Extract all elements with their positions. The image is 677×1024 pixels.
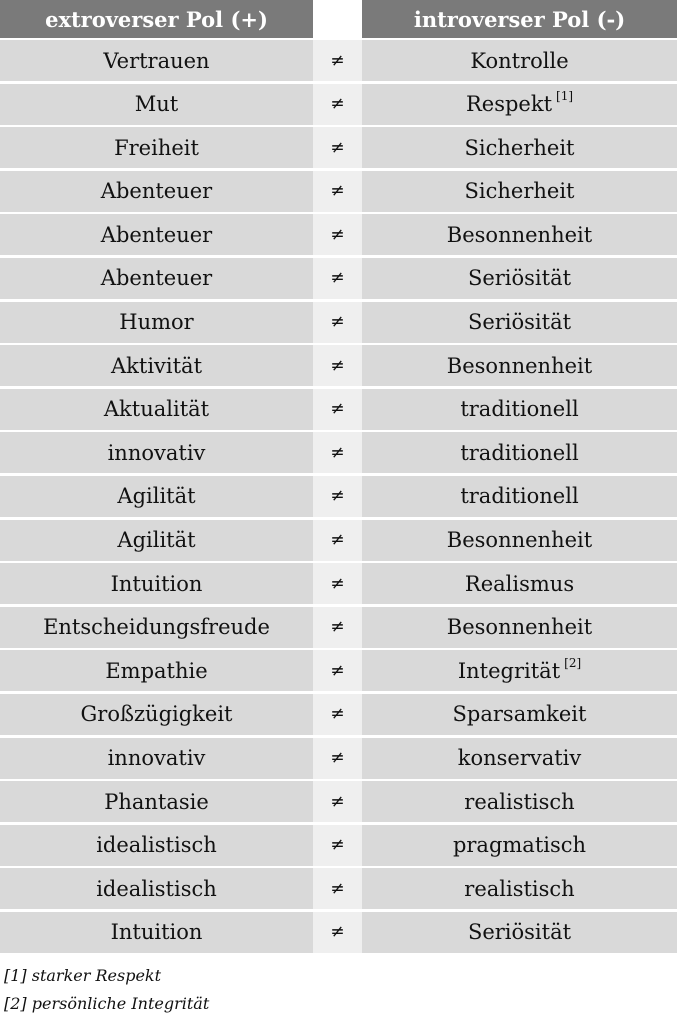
- table-body: [0, 40, 677, 955]
- table-header-row: [0, 0, 677, 40]
- extroverted-term: Abenteuer: [0, 258, 313, 299]
- table-row: [0, 476, 677, 520]
- extroverted-term: Freiheit: [0, 127, 313, 168]
- introverted-term-text: Seriösität: [467, 920, 572, 945]
- table-row: [0, 171, 677, 215]
- extroverted-term: Aktualität: [0, 389, 313, 430]
- table-row: [0, 389, 677, 433]
- not-equal-symbol: ≠: [313, 389, 362, 430]
- introverted-term: [362, 607, 677, 648]
- table-row: [0, 825, 677, 869]
- not-equal-symbol: ≠: [313, 258, 362, 299]
- table-row: [0, 912, 677, 956]
- introverted-term-text: Besonnenheit: [446, 353, 593, 378]
- not-equal-symbol: ≠: [313, 40, 362, 81]
- introverted-term: [362, 825, 677, 866]
- introverted-term: [362, 738, 677, 779]
- introverted-term: [362, 171, 677, 212]
- table-row: [0, 607, 677, 651]
- header-introverted-pole: introverser Pol (-): [362, 0, 677, 38]
- introverted-term-text: Besonnenheit: [446, 615, 593, 640]
- introverted-term: [362, 40, 677, 81]
- table-row: [0, 40, 677, 84]
- not-equal-symbol: ≠: [313, 825, 362, 866]
- introverted-term-text: Besonnenheit: [446, 528, 593, 553]
- table-row: [0, 520, 677, 564]
- extroverted-term: innovativ: [0, 432, 313, 473]
- introverted-term-text: Respekt: [465, 92, 553, 117]
- not-equal-symbol: ≠: [313, 84, 362, 125]
- introverted-term-text: traditionell: [460, 440, 579, 465]
- introverted-term: [362, 214, 677, 255]
- footnotes: [4, 962, 209, 1018]
- table-row: [0, 127, 677, 171]
- introverted-term: [362, 912, 677, 953]
- extroverted-term: Entscheidungsfreude: [0, 607, 313, 648]
- table-row: [0, 345, 677, 389]
- footnote-reference: [1]: [556, 89, 574, 104]
- introverted-term-text: Kontrolle: [470, 48, 569, 73]
- introverted-term-text: traditionell: [460, 397, 579, 422]
- introverted-term: [362, 258, 677, 299]
- not-equal-symbol: ≠: [313, 607, 362, 648]
- extroverted-term: Phantasie: [0, 781, 313, 822]
- introverted-term: [362, 389, 677, 430]
- extroverted-term: Aktivität: [0, 345, 313, 386]
- table-row: [0, 781, 677, 825]
- introverted-term: [362, 84, 677, 125]
- footnote-1: [1] starker Respekt: [4, 966, 162, 985]
- extroverted-term: Abenteuer: [0, 171, 313, 212]
- introverted-term: [362, 868, 677, 909]
- introverted-term: [362, 563, 677, 604]
- extroverted-term: Intuition: [0, 912, 313, 953]
- extroverted-term: Intuition: [0, 563, 313, 604]
- table-row: [0, 432, 677, 476]
- table-row: [0, 694, 677, 738]
- extroverted-term: Mut: [0, 84, 313, 125]
- extroverted-term: innovativ: [0, 738, 313, 779]
- table-row: [0, 868, 677, 912]
- introverted-term-text: Sicherheit: [464, 179, 575, 204]
- introverted-term: [362, 476, 677, 517]
- extroverted-term: Humor: [0, 302, 313, 343]
- introverted-term: [362, 694, 677, 735]
- not-equal-symbol: ≠: [313, 912, 362, 953]
- not-equal-symbol: ≠: [313, 650, 362, 691]
- extroverted-term: Agilität: [0, 520, 313, 561]
- extroverted-term: idealistisch: [0, 825, 313, 866]
- not-equal-symbol: ≠: [313, 302, 362, 343]
- extroverted-term: Agilität: [0, 476, 313, 517]
- introverted-term: [362, 302, 677, 343]
- introverted-term: [362, 345, 677, 386]
- not-equal-symbol: ≠: [313, 214, 362, 255]
- introverted-term: [362, 650, 677, 691]
- footnote-2: [2] persönliche Integrität: [4, 994, 210, 1013]
- introverted-term: [362, 781, 677, 822]
- introverted-term-text: Integrität: [457, 658, 561, 683]
- introverted-term-text: Seriösität: [467, 266, 572, 291]
- not-equal-symbol: ≠: [313, 694, 362, 735]
- introverted-term-text: konservativ: [457, 746, 582, 770]
- extroverted-term: Vertrauen: [0, 40, 313, 81]
- table-row: [0, 563, 677, 607]
- not-equal-symbol: ≠: [313, 738, 362, 779]
- not-equal-symbol: ≠: [313, 476, 362, 517]
- extroverted-term: Abenteuer: [0, 214, 313, 255]
- introverted-term: [362, 520, 677, 561]
- header-extroverted-pole: extroverser Pol (+): [0, 0, 313, 38]
- table-row: [0, 258, 677, 302]
- introverted-term-text: realistisch: [464, 789, 575, 814]
- table-row: [0, 214, 677, 258]
- not-equal-symbol: ≠: [313, 563, 362, 604]
- header-separator: [313, 0, 362, 38]
- introverted-term: [362, 432, 677, 473]
- table-row: [0, 302, 677, 346]
- table-row: [0, 650, 677, 694]
- introverted-term-text: traditionell: [460, 484, 579, 509]
- table-row: [0, 738, 677, 782]
- extroverted-term: Großzügigkeit: [0, 694, 313, 735]
- introverted-term-text: Besonnenheit: [446, 222, 593, 247]
- not-equal-symbol: ≠: [313, 781, 362, 822]
- not-equal-symbol: ≠: [313, 127, 362, 168]
- introverted-term-text: Sicherheit: [464, 135, 575, 160]
- table-row: [0, 84, 677, 128]
- not-equal-symbol: ≠: [313, 520, 362, 561]
- introverted-term-text: Seriösität: [467, 310, 572, 335]
- not-equal-symbol: ≠: [313, 171, 362, 212]
- introverted-term-text: Realismus: [464, 571, 575, 596]
- footnote-reference: [2]: [564, 655, 582, 670]
- introverted-term-text: Sparsamkeit: [452, 702, 587, 727]
- introverted-term-text: pragmatisch: [452, 833, 587, 858]
- not-equal-symbol: ≠: [313, 868, 362, 909]
- not-equal-symbol: ≠: [313, 345, 362, 386]
- introverted-term-text: realistisch: [464, 876, 575, 901]
- extroverted-term: Empathie: [0, 650, 313, 691]
- extroverted-term: idealistisch: [0, 868, 313, 909]
- not-equal-symbol: ≠: [313, 432, 362, 473]
- introverted-term: [362, 127, 677, 168]
